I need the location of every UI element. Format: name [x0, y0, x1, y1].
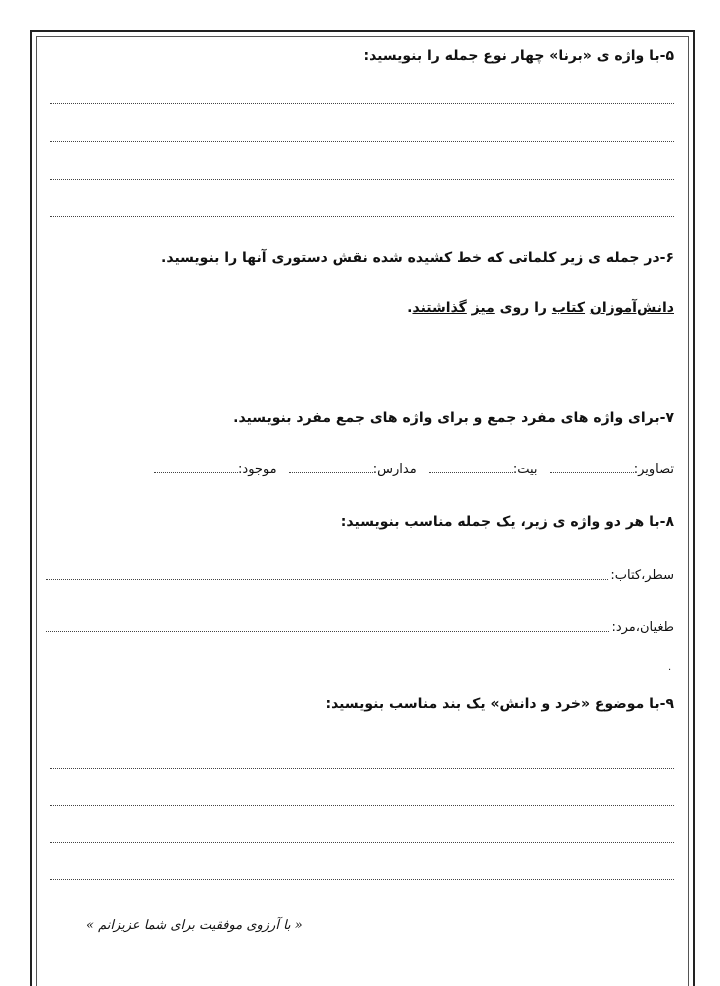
- q7-answer-blank[interactable]: [429, 472, 513, 473]
- answer-line[interactable]: [46, 579, 608, 580]
- q7-answer-blank[interactable]: [154, 472, 238, 473]
- q6-sentence-text: .: [407, 300, 413, 316]
- q7-words-row: [146, 462, 674, 477]
- q7-word-label: تصاویر:: [633, 462, 674, 477]
- q8-pair-row: [46, 620, 674, 635]
- q8-pair-row: [46, 568, 674, 583]
- q7-word-item: [546, 462, 674, 477]
- q7-answer-blank[interactable]: [550, 472, 634, 473]
- q6-sentence: [407, 300, 674, 316]
- q7-word-label: مدارس:: [372, 462, 417, 477]
- q6-sentence-text: را روی: [494, 300, 552, 316]
- q7-word-item: [285, 462, 417, 477]
- answer-line[interactable]: [50, 879, 674, 880]
- q8-pair-label: سطر،کتاب:: [610, 568, 674, 583]
- answer-line[interactable]: [50, 768, 674, 769]
- question-5-title: ۵-با واژه ی «برنا» چهار نوع جمله را بنویسید:: [363, 48, 674, 64]
- answer-line[interactable]: [50, 216, 674, 217]
- q6-underlined-word: کتاب: [551, 300, 586, 316]
- q8-pair-label: طغیان،مرد:: [611, 620, 674, 635]
- answer-line[interactable]: [50, 842, 674, 843]
- q6-underlined-word: گذاشتند: [412, 300, 467, 316]
- q7-word-label: بیت:: [512, 462, 538, 477]
- q6-underlined-word: میز: [471, 300, 495, 316]
- answer-line[interactable]: [50, 179, 674, 180]
- stray-mark: .: [668, 662, 672, 673]
- answer-line[interactable]: [50, 103, 674, 104]
- question-8-title: ۸-با هر دو واژه ی زیر، یک جمله مناسب بنویسید:: [340, 514, 674, 530]
- q7-word-item: [150, 462, 277, 477]
- question-6-title: ۶-در جمله ی زیر کلماتی که خط کشیده شده نقش دستوری آنها را بنویسید.: [161, 250, 674, 266]
- answer-line[interactable]: [50, 805, 674, 806]
- footer-wish: « با آرزوی موفقیت برای شما عزیزانم »: [86, 918, 303, 933]
- question-7-title: ۷-برای واژه های مفرد جمع و برای واژه های جمع مفرد بنویسید.: [233, 410, 674, 426]
- q7-word-label: موجود:: [238, 462, 277, 477]
- question-9-title: ۹-با موضوع «خرد و دانش» یک بند مناسب بنویسید:: [325, 696, 674, 712]
- answer-line[interactable]: [46, 631, 609, 632]
- answer-line[interactable]: [50, 141, 674, 142]
- q7-word-item: [425, 462, 538, 477]
- q7-answer-blank[interactable]: [289, 472, 373, 473]
- q6-underlined-word: دانش‌آموزان: [589, 300, 674, 316]
